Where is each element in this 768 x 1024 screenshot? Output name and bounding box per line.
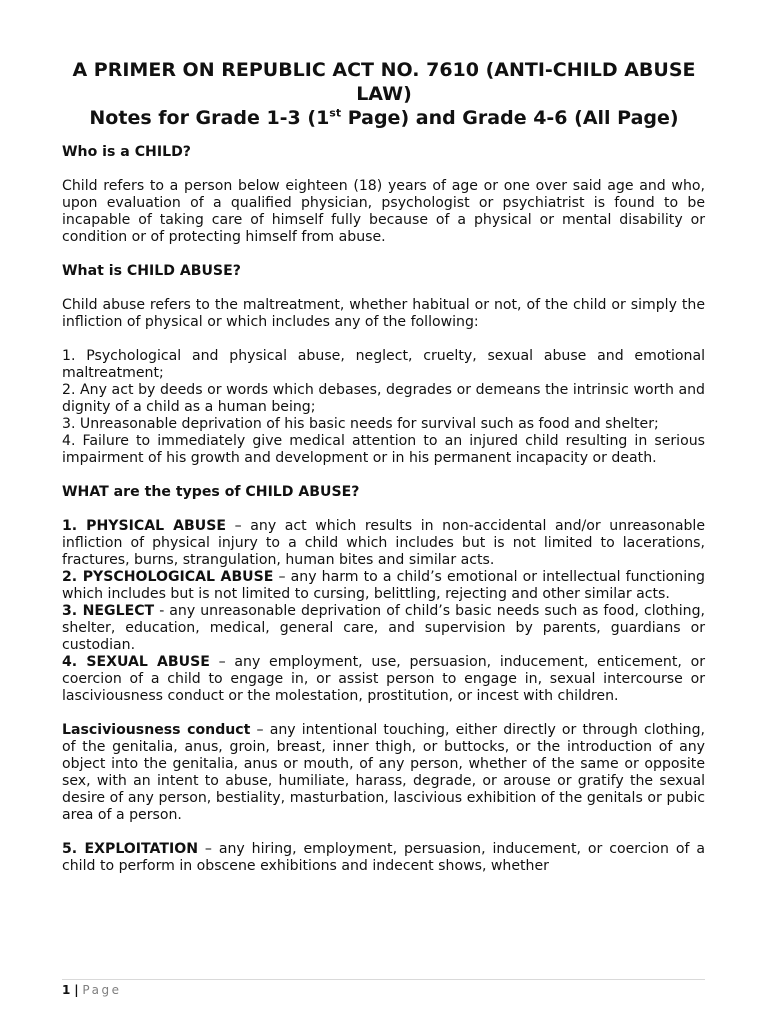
type-neglect [62,603,705,654]
title-line-2 [62,106,706,130]
abuse-definition: Child abuse refers to the maltreatment, whether habitual or not, of the child or simply the infliction of physical or which includes any of the following: [62,297,705,330]
page-number: 1 [62,983,71,997]
child-definition: Child refers to a person below eighteen (18) years of age or one over said age and who, upon evaluation of a qualified physician, psychologist or psychiatrist is found to be incapable of taking care of himself fully because of a physical or mental disability or condition or of protecting himself from abuse. [62,178,705,245]
type-term: 3. NEGLECT [62,603,155,619]
title-line-2-end: Page) and Grade 4-6 (All Page) [341,107,679,129]
type-term: 2. PYSCHOLOGICAL ABUSE [62,569,274,585]
abuse-list-item: 4. Failure to immediately give medical attention to an injured child resulting in serious impairment of his growth and development or in his permanent incapacity or death. [62,433,705,466]
lasciviousness-text: – any intentional touching, either directly or through clothing, of the genitalia, anus, groin, breast, inner thigh, or buttocks, or the introduction of any object into the genitalia, anus or mouth, of any person, whether of the same or opposite sex, with an intent to abuse, humiliate, harass, degrade, or arouse or gratify the sexual desire of any person, bestiality, masturbation, lascivious exhibition of the genitals or pubic area of a person. [62,722,705,823]
type-sexual-abuse [62,654,705,705]
type-exploitation [62,841,705,875]
footer-divider [62,979,705,980]
type-text: – any harm to a child’s emotional or intellectual functioning which includes but is not limited to cursing, belittling, rejecting and other similar acts. [62,569,705,602]
exploitation-term: 5. EXPLOITATION [62,841,198,857]
question-who-is-child: Who is a CHILD? [62,144,191,160]
type-text: – any employment, use, persuasion, inducement, enticement, or coercion of a child to engage in, or assist person to engage in, sexual intercourse or lasciviousness conduct or the molestation, prostitution, or incest with children. [62,654,705,704]
title-line-2-start: Notes for Grade 1-3 (1 [89,107,330,129]
question-types-of-abuse: WHAT are the types of CHILD ABUSE? [62,484,360,500]
page-footer [62,983,121,997]
lasciviousness-conduct [62,722,705,824]
exploitation-text: – any hiring, employment, persuasion, inducement, or coercion of a child to perform in obscene exhibitions and indecent shows, whether [62,841,706,874]
page-label: Page [82,983,122,997]
type-term: 1. PHYSICAL ABUSE [62,518,227,534]
title-superscript: st [329,106,342,120]
document-title [62,58,706,130]
type-text: - any unreasonable deprivation of child’s basic needs such as food, clothing, shelter, education, medical, general care, and supervision by parents, guardians or custodian. [62,603,705,653]
abuse-list-item: 1. Psychological and physical abuse, neglect, cruelty, sexual abuse and emotional maltreatment; [62,348,705,381]
type-text: – any act which results in non-accidental and/or unreasonable infliction of physical injury to a child which includes but is not limited to lacerations, fractures, burns, strangulation, human bites and similar acts. [62,518,705,568]
title-line-1: A PRIMER ON REPUBLIC ACT NO. 7610 (ANTI-CHILD ABUSE LAW) [72,59,696,105]
type-physical-abuse [62,518,705,569]
type-term: 4. SEXUAL ABUSE [62,654,210,670]
lasciviousness-term: Lasciviousness conduct [62,722,251,738]
abuse-list-item: 2. Any act by deeds or words which debases, degrades or demeans the intrinsic worth and dignity of a child as a human being; [62,382,705,415]
footer-separator: | [74,983,79,997]
document-body [62,144,705,875]
type-psychological-abuse [62,569,705,603]
abuse-list-item: 3. Unreasonable deprivation of his basic needs for survival such as food and shelter; [62,416,659,432]
question-what-is-abuse: What is CHILD ABUSE? [62,263,241,279]
